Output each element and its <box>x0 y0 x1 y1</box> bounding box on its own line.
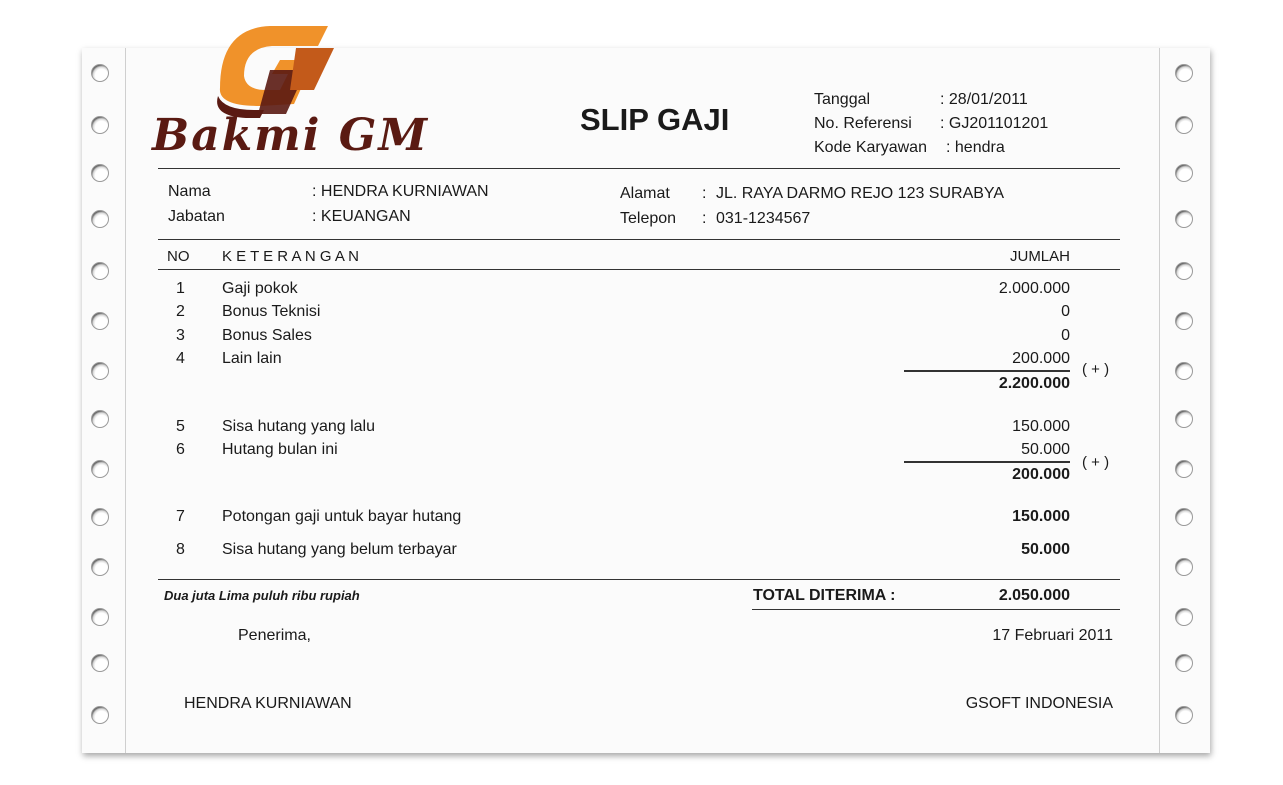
perforation-hole <box>91 64 109 82</box>
row-no: 7 <box>176 508 185 525</box>
row-no: 1 <box>176 280 185 297</box>
ref-label: No. Referensi <box>814 115 912 132</box>
recipient-label: Penerima, <box>238 627 311 644</box>
perforation-hole <box>91 164 109 182</box>
row-desc: Gaji pokok <box>222 280 298 297</box>
perforation-hole <box>91 362 109 380</box>
ref-value: : GJ201101201 <box>940 115 1049 132</box>
divider <box>158 168 1120 169</box>
kode-label: Kode Karyawan <box>814 139 927 156</box>
row-desc: Bonus Teknisi <box>222 303 321 320</box>
divider <box>158 579 1120 580</box>
signature-date: 17 Februari 2011 <box>992 627 1113 644</box>
perforation-hole <box>91 654 109 672</box>
perforation-hole <box>1175 116 1193 134</box>
row-amount: 200.000 <box>1012 350 1070 367</box>
jabatan-value: : KEUANGAN <box>312 208 411 225</box>
row-desc: Sisa hutang yang belum terbayar <box>222 541 457 558</box>
perforation-hole <box>1175 608 1193 626</box>
subtotal-income: 2.200.000 <box>998 375 1070 392</box>
perforation-hole <box>91 116 109 134</box>
company-name: GSOFT INDONESIA <box>965 695 1113 712</box>
tanggal-value: : 28/01/2011 <box>940 91 1028 108</box>
plus-sign: ( + ) <box>1082 454 1110 471</box>
telepon-separator: : <box>702 210 707 227</box>
row-amount: 150.000 <box>1012 418 1070 435</box>
row-no: 3 <box>176 327 185 344</box>
perforation-hole <box>1175 312 1193 330</box>
row-no: 5 <box>176 418 185 435</box>
perforation-hole <box>1175 706 1193 724</box>
perforation-hole <box>91 262 109 280</box>
brand-logo-mark <box>210 18 340 118</box>
row-no: 8 <box>176 541 185 558</box>
nama-value: : HENDRA KURNIAWAN <box>312 183 489 200</box>
row-desc: Sisa hutang yang lalu <box>222 418 375 435</box>
row-desc: Potongan gaji untuk bayar hutang <box>222 508 462 525</box>
brand-name: Bakmi GM <box>152 110 430 161</box>
tanggal-label: Tanggal <box>814 91 871 108</box>
row-no: 2 <box>176 303 185 320</box>
perforation-hole <box>1175 210 1193 228</box>
perforation-hole <box>1175 508 1193 526</box>
perforation-hole <box>1175 362 1193 380</box>
column-header-jumlah: JUMLAH <box>1009 248 1070 265</box>
telepon-value: 031-1234567 <box>716 210 811 227</box>
amount-in-words: Dua juta Lima puluh ribu rupiah <box>164 588 360 603</box>
alamat-separator: : <box>702 185 707 202</box>
subtotal-debt: 200.000 <box>1012 466 1070 483</box>
divider <box>158 269 1120 270</box>
perforation-hole <box>1175 410 1193 428</box>
column-header-no: NO <box>167 248 190 265</box>
perforation-hole <box>91 608 109 626</box>
sum-line <box>904 461 1070 463</box>
perforation-hole <box>91 460 109 478</box>
total-label: TOTAL DITERIMA : <box>753 587 896 604</box>
row-desc: Lain lain <box>222 350 282 367</box>
total-value: 2.050.000 <box>998 587 1070 604</box>
perforation-hole <box>91 508 109 526</box>
page-title: SLIP GAJI <box>580 102 730 137</box>
perforation-hole <box>91 410 109 428</box>
row-no: 4 <box>176 350 185 367</box>
nama-label: Nama <box>168 183 211 200</box>
total-underline <box>752 609 1120 610</box>
perforation-hole <box>1175 64 1193 82</box>
perforation-hole <box>1175 654 1193 672</box>
kode-value: : hendra <box>946 139 1005 156</box>
perforation-hole <box>91 210 109 228</box>
row-amount: 0 <box>1061 327 1070 344</box>
row-amount: 50.000 <box>1021 441 1070 458</box>
perforation-hole <box>1175 558 1193 576</box>
sum-line <box>904 370 1070 372</box>
row-amount: 0 <box>1061 303 1070 320</box>
perforation-hole <box>91 558 109 576</box>
recipient-name: HENDRA KURNIAWAN <box>184 695 352 712</box>
perforation-hole <box>91 312 109 330</box>
plus-sign: ( + ) <box>1082 361 1110 378</box>
alamat-value: JL. RAYA DARMO REJO 123 SURABYA <box>716 185 1005 202</box>
jabatan-label: Jabatan <box>168 208 225 225</box>
row-desc: Bonus Sales <box>222 327 312 344</box>
perforation-hole <box>1175 262 1193 280</box>
row-no: 6 <box>176 441 185 458</box>
row-amount: 50.000 <box>1021 541 1070 558</box>
divider <box>158 239 1120 240</box>
perforation-hole <box>1175 460 1193 478</box>
column-header-keterangan: K E T E R A N G A N <box>222 248 360 265</box>
telepon-label: Telepon <box>620 210 677 227</box>
perforation-hole <box>91 706 109 724</box>
row-desc: Hutang bulan ini <box>222 441 338 458</box>
perforation-line-left <box>125 48 126 753</box>
row-amount: 150.000 <box>1012 508 1070 525</box>
row-amount: 2.000.000 <box>998 280 1070 297</box>
perforation-hole <box>1175 164 1193 182</box>
perforation-line-right <box>1159 48 1160 753</box>
alamat-label: Alamat <box>620 185 670 202</box>
